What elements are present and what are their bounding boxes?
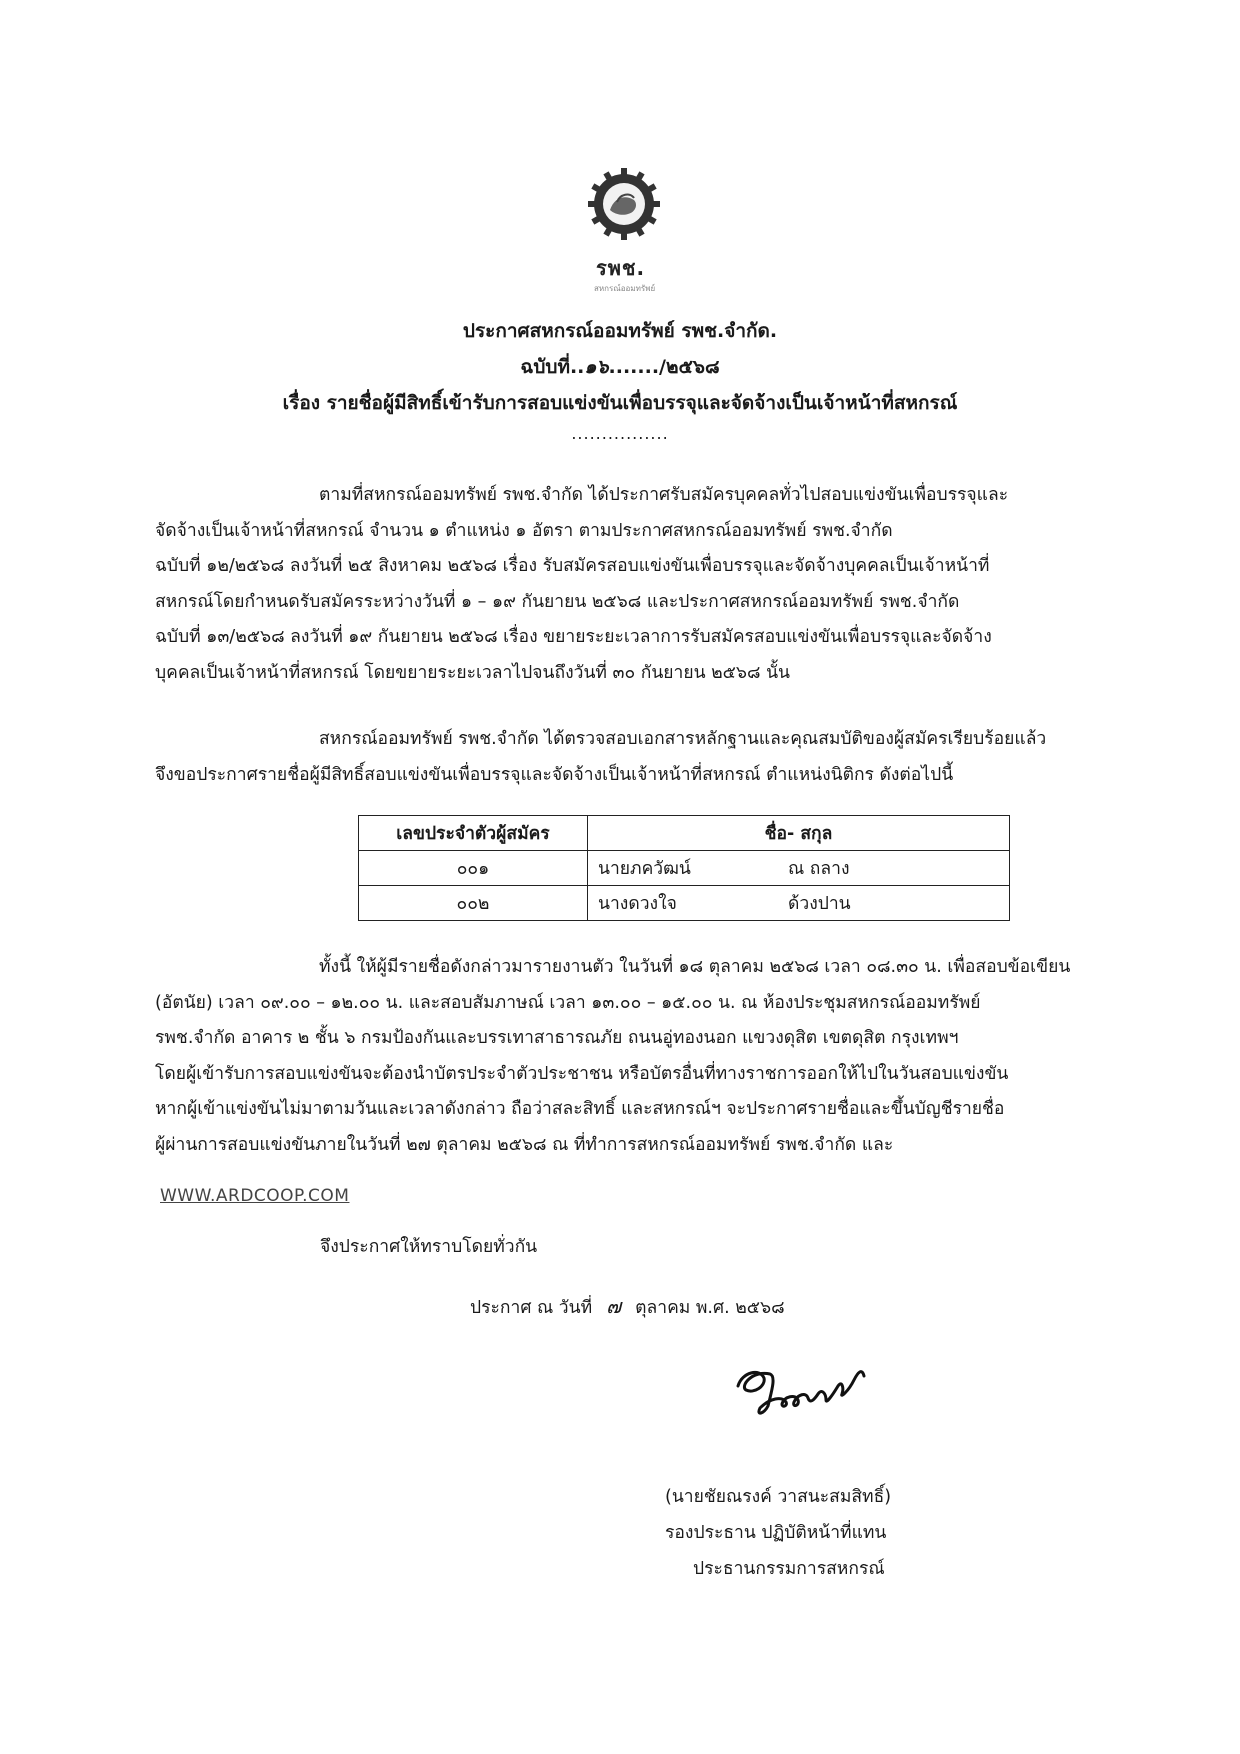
applicant-name bbox=[588, 851, 1010, 886]
date-day: ๗ bbox=[606, 1294, 622, 1318]
paragraph-exam-details bbox=[155, 950, 1155, 1163]
announcement-subject: เรื่อง รายชื่อผู้มีสิทธิ์เข้ารับการสอบแข่งขันเพื่อบรรจุและจัดจ้างเป็นเจ้าหน้าที่สหกรณ์ bbox=[282, 392, 958, 414]
applicant-last-name: ด้วงปาน bbox=[788, 894, 851, 914]
table-header-row bbox=[359, 816, 1010, 851]
applicant-first-name: นางดวงใจ bbox=[598, 894, 677, 914]
issue-number: ๑๖ bbox=[584, 356, 609, 378]
paragraph-line: ฉบับที่ ๑๒/๒๕๖๘ ลงวันที่ ๒๕ สิงหาคม ๒๕๖๘ เรื่อง รับสมัครสอบแข่งขันเพื่อบรรจุและจัดจ้างบุคคลเป็นเจ้าหน้าที่ bbox=[155, 556, 990, 576]
applicant-name bbox=[588, 886, 1010, 921]
paragraph-line: (อัตนัย) เวลา ๐๙.๐๐ – ๑๒.๐๐ น. และสอบสัมภาษณ์ เวลา ๑๓.๐๐ – ๑๕.๐๐ น. ณ ห้องประชุมสหกรณ์ออมทรัพย์ bbox=[155, 992, 981, 1013]
paragraph-verification bbox=[155, 722, 1155, 793]
applicant-first-name: นายภควัฒน์ bbox=[598, 859, 691, 879]
signatory-title: รองประธาน ปฏิบัติหน้าที่แทน bbox=[665, 1523, 887, 1543]
paragraph-line: สหกรณ์ออมทรัพย์ รพช.จำกัด ได้ตรวจสอบเอกสารหลักฐานและคุณสมบัติของผู้สมัครเรียบร้อยแล้ว bbox=[319, 729, 1047, 749]
date-prefix: ประกาศ ณ วันที่ bbox=[470, 1298, 593, 1318]
candidate-table bbox=[358, 815, 1010, 921]
paragraph-line: โดยผู้เข้ารับการสอบแข่งขันจะต้องนำบัตรประจำตัวประชาชน หรือบัตรอื่นที่ทางราชการออกให้ไปในวันสอบแข่งขัน bbox=[155, 1063, 1009, 1084]
issue-number-line bbox=[0, 352, 1240, 382]
applicant-last-name: ณ ถลาง bbox=[788, 859, 850, 879]
closing-statement: จึงประกาศให้ทราบโดยทั่วกัน bbox=[320, 1237, 538, 1257]
paragraph-line: ทั้งนี้ ให้ผู้มีรายชื่อดังกล่าวมารายงานตัว ในวันที่ ๑๘ ตุลาคม ๒๕๖๘ เวลา ๐๘.๓๐ น. เพื่อสอบข้อเขียน bbox=[319, 957, 1071, 977]
logo-subtext: สหกรณ์ออมทรัพย์ bbox=[594, 284, 656, 293]
column-header-name: ชื่อ- สกุล bbox=[588, 816, 1010, 851]
paragraph-line: สหกรณ์โดยกำหนดรับสมัครระหว่างวันที่ ๑ – ๑๙ กันยายน ๒๕๖๘ และประกาศสหกรณ์ออมทรัพย์ รพช.จำกัด bbox=[155, 591, 960, 612]
issue-prefix: ฉบับที่.. bbox=[520, 356, 585, 378]
paragraph-line: จัดจ้างเป็นเจ้าหน้าที่สหกรณ์ จำนวน ๑ ตำแหน่ง ๑ อัตรา ตามประกาศสหกรณ์ออมทรัพย์ รพช.จำกัด bbox=[155, 520, 893, 541]
signatory-title-2: ประธานกรรมการสหกรณ์ bbox=[693, 1559, 885, 1579]
paragraph-line: จึงขอประกาศรายชื่อผู้มีสิทธิ์สอบแข่งขันเพื่อบรรจุและจัดจ้างเป็นเจ้าหน้าที่สหกรณ์ ตำแหน่งนิติกร ดังต่อไปนี้ bbox=[155, 764, 954, 785]
applicant-id: ๐๐๒ bbox=[359, 886, 588, 921]
paragraph-line: รพช.จำกัด อาคาร ๒ ชั้น ๖ กรมป้องกันและบรรเทาสาธารณภัย ถนนอู่ทองนอก แขวงดุสิต เขตดุสิต กรุงเทพฯ bbox=[155, 1028, 959, 1048]
applicant-id: ๐๐๑ bbox=[359, 851, 588, 886]
paragraph-line: บุคคลเป็นเจ้าหน้าที่สหกรณ์ โดยขยายระยะเวลาไปจนถึงวันที่ ๓๐ กันยายน ๒๕๖๘ นั้น bbox=[155, 662, 791, 683]
paragraph-intro bbox=[155, 478, 1155, 691]
website-link[interactable]: WWW.ARDCOOP.COM bbox=[160, 1186, 350, 1206]
column-header-applicant-id: เลขประจำตัวผู้สมัคร bbox=[359, 816, 588, 851]
signatory-name: (นายชัยณรงค์ วาสนะสมสิทธิ์) bbox=[665, 1487, 892, 1507]
announcement-title: ประกาศสหกรณ์ออมทรัพย์ รพช.จำกัด. bbox=[462, 320, 778, 342]
handwritten-signature bbox=[730, 1350, 880, 1430]
paragraph-line: หากผู้เข้าแข่งขันไม่มาตามวันและเวลาดังกล่าว ถือว่าสละสิทธิ์ และสหกรณ์ฯ จะประกาศรายชื่อและขึ้นบัญชีรายชื่อ bbox=[155, 1099, 1005, 1119]
table-row bbox=[359, 886, 1010, 921]
cooperative-logo bbox=[584, 164, 664, 248]
paragraph-line: ตามที่สหกรณ์ออมทรัพย์ รพช.จำกัด ได้ประกาศรับสมัครบุคคลทั่วไปสอบแข่งขันเพื่อบรรจุและ bbox=[319, 485, 1009, 505]
date-month-year: ตุลาคม พ.ศ. ๒๕๖๘ bbox=[635, 1298, 785, 1318]
separator-dots: ................ bbox=[571, 424, 669, 443]
logo-text: รพช. bbox=[596, 256, 646, 280]
issue-suffix: ......./๒๕๖๘ bbox=[608, 356, 720, 378]
announcement-date bbox=[470, 1290, 785, 1322]
paragraph-line: ผู้ผ่านการสอบแข่งขันภายในวันที่ ๒๗ ตุลาคม ๒๕๖๘ ณ ที่ทำการสหกรณ์ออมทรัพย์ รพช.จำกัด และ bbox=[155, 1134, 894, 1155]
table-row bbox=[359, 851, 1010, 886]
paragraph-line: ฉบับที่ ๑๓/๒๕๖๘ ลงวันที่ ๑๙ กันยายน ๒๕๖๘ เรื่อง ขยายระยะเวลาการรับสมัครสอบแข่งขันเพื่อบรรจุและจัดจ้าง bbox=[155, 627, 992, 647]
